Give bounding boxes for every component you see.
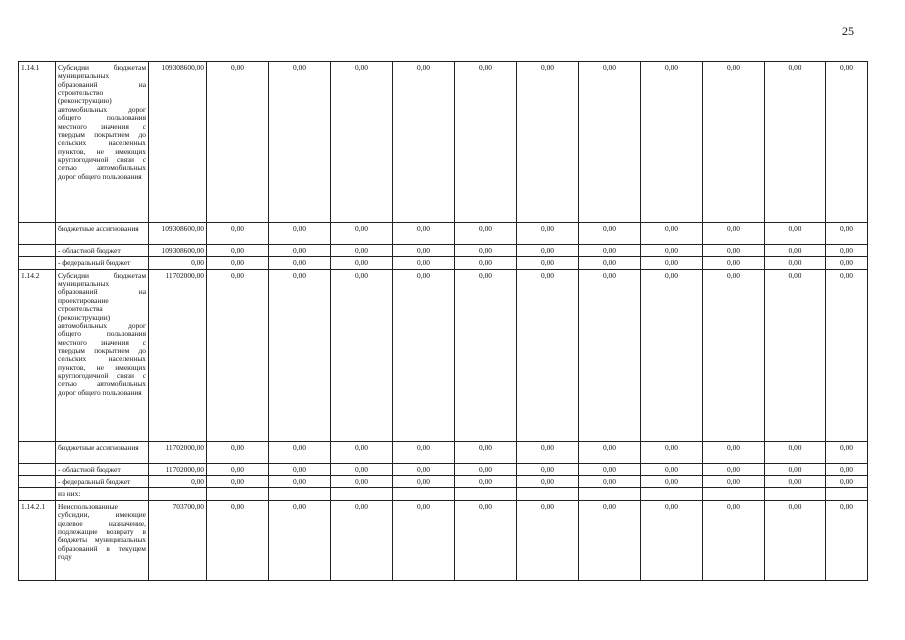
row-description: Субсидии бюджетам муниципальных образований на строительство (реконструкцию) автомобильных дорог общего пользования местного значения с твердым покрытием до сельских населенных пунктов, не имеющих круглогодичной связи с сетью автомобильных дорог общего пользования [56, 62, 149, 223]
page-number: 25 [842, 24, 854, 38]
row-code [19, 257, 56, 269]
row-value-cell: 0,00 [703, 463, 765, 475]
row-value-cell: 0,00 [207, 441, 269, 463]
row-value-cell: 0,00 [579, 476, 641, 488]
table-row [19, 269, 868, 441]
row-code [19, 245, 56, 257]
row-value-cell: 0,00 [393, 463, 455, 475]
row-value-cell: 0,00 [331, 476, 393, 488]
table-row [19, 62, 868, 223]
row-total-amount: 0,00 [149, 476, 207, 488]
row-value-cell: 0,00 [455, 223, 517, 245]
row-value-cell: 0,00 [207, 269, 269, 441]
row-value-cell [765, 488, 826, 500]
table-row [19, 500, 868, 580]
budget-table [18, 61, 868, 581]
row-value-cell: 0,00 [207, 245, 269, 257]
row-value-cell: 0,00 [393, 500, 455, 580]
row-value-cell: 0,00 [703, 500, 765, 580]
row-value-cell: 0,00 [765, 441, 826, 463]
row-value-cell: 0,00 [641, 476, 703, 488]
row-value-cell: 0,00 [579, 500, 641, 580]
row-value-cell: 0,00 [455, 269, 517, 441]
row-value-cell: 0,00 [269, 441, 331, 463]
row-value-cell [517, 488, 579, 500]
row-value-cell: 0,00 [455, 500, 517, 580]
row-value-cell [269, 488, 331, 500]
row-code: 1.14.2.1 [19, 500, 56, 580]
row-code: 1.14.2 [19, 269, 56, 441]
table-row [19, 245, 868, 257]
row-value-cell: 0,00 [826, 476, 868, 488]
row-value-cell: 0,00 [826, 223, 868, 245]
row-total-amount: 703700,00 [149, 500, 207, 580]
row-value-cell: 0,00 [207, 463, 269, 475]
row-description: Субсидии бюджетам муниципальных образований на проектирование строительства (реконструкции) автомобильных дорог общего пользования местного значения с твердым покрытием до сельских населенных пунктов, не имеющих круглогодичной связи с сетью автомобильных дорог общего пользования [56, 269, 149, 441]
row-value-cell: 0,00 [393, 62, 455, 223]
row-value-cell: 0,00 [826, 257, 868, 269]
row-value-cell: 0,00 [207, 62, 269, 223]
row-value-cell [703, 488, 765, 500]
row-value-cell: 0,00 [641, 269, 703, 441]
row-value-cell: 0,00 [826, 269, 868, 441]
row-value-cell: 0,00 [579, 223, 641, 245]
row-value-cell: 0,00 [641, 257, 703, 269]
row-description: - областной бюджет [56, 463, 149, 475]
row-value-cell: 0,00 [269, 269, 331, 441]
row-value-cell: 0,00 [455, 476, 517, 488]
row-description: - федеральный бюджет [56, 476, 149, 488]
row-value-cell: 0,00 [517, 245, 579, 257]
row-value-cell [579, 488, 641, 500]
row-value-cell: 0,00 [579, 245, 641, 257]
row-value-cell: 0,00 [765, 62, 826, 223]
row-value-cell: 0,00 [579, 62, 641, 223]
row-value-cell: 0,00 [269, 223, 331, 245]
row-description: Неиспользованные субсидии, имеющие целевое назначение, подлежащие возврату в бюджеты муниципальных образований в текущем году [56, 500, 149, 580]
row-value-cell: 0,00 [765, 269, 826, 441]
row-value-cell: 0,00 [331, 441, 393, 463]
row-value-cell: 0,00 [765, 245, 826, 257]
row-value-cell: 0,00 [393, 245, 455, 257]
row-value-cell: 0,00 [455, 257, 517, 269]
row-value-cell: 0,00 [393, 223, 455, 245]
row-value-cell [455, 488, 517, 500]
row-value-cell: 0,00 [826, 500, 868, 580]
row-total-amount: 109308600,00 [149, 223, 207, 245]
row-code [19, 463, 56, 475]
row-total-amount: 0,00 [149, 257, 207, 269]
row-total-amount: 109308600,00 [149, 62, 207, 223]
row-total-amount: 109308600,00 [149, 245, 207, 257]
row-value-cell: 0,00 [641, 245, 703, 257]
row-total-amount: 11702000,00 [149, 463, 207, 475]
row-value-cell: 0,00 [703, 257, 765, 269]
table-row [19, 488, 868, 500]
row-value-cell: 0,00 [703, 269, 765, 441]
table-row [19, 476, 868, 488]
row-total-amount [149, 488, 207, 500]
row-value-cell [207, 488, 269, 500]
row-value-cell: 0,00 [641, 441, 703, 463]
row-value-cell: 0,00 [703, 476, 765, 488]
row-value-cell: 0,00 [517, 257, 579, 269]
row-value-cell: 0,00 [393, 476, 455, 488]
row-value-cell: 0,00 [517, 223, 579, 245]
row-value-cell: 0,00 [579, 269, 641, 441]
row-value-cell: 0,00 [269, 500, 331, 580]
row-value-cell: 0,00 [207, 223, 269, 245]
row-value-cell: 0,00 [765, 223, 826, 245]
table-row [19, 441, 868, 463]
row-value-cell: 0,00 [765, 500, 826, 580]
row-value-cell: 0,00 [269, 257, 331, 269]
row-value-cell: 0,00 [331, 463, 393, 475]
row-value-cell: 0,00 [393, 269, 455, 441]
row-value-cell: 0,00 [207, 476, 269, 488]
row-value-cell: 0,00 [269, 62, 331, 223]
row-description: бюджетные ассигнования [56, 223, 149, 245]
row-code: 1.14.1 [19, 62, 56, 223]
row-value-cell: 0,00 [517, 62, 579, 223]
row-description: - областной бюджет [56, 245, 149, 257]
row-value-cell: 0,00 [765, 257, 826, 269]
row-value-cell: 0,00 [703, 62, 765, 223]
row-value-cell: 0,00 [765, 476, 826, 488]
row-code [19, 476, 56, 488]
row-value-cell: 0,00 [455, 441, 517, 463]
row-value-cell: 0,00 [703, 245, 765, 257]
row-value-cell [331, 488, 393, 500]
row-value-cell: 0,00 [331, 245, 393, 257]
row-value-cell: 0,00 [517, 269, 579, 441]
row-value-cell: 0,00 [579, 257, 641, 269]
row-value-cell: 0,00 [826, 441, 868, 463]
row-value-cell: 0,00 [579, 463, 641, 475]
row-value-cell: 0,00 [331, 257, 393, 269]
table-row [19, 223, 868, 245]
row-value-cell: 0,00 [455, 463, 517, 475]
row-total-amount: 11702000,00 [149, 269, 207, 441]
table-row [19, 463, 868, 475]
row-value-cell: 0,00 [207, 257, 269, 269]
row-description: из них: [56, 488, 149, 500]
row-value-cell: 0,00 [393, 257, 455, 269]
row-value-cell: 0,00 [826, 245, 868, 257]
row-value-cell: 0,00 [641, 463, 703, 475]
row-value-cell: 0,00 [641, 62, 703, 223]
row-value-cell: 0,00 [331, 62, 393, 223]
row-value-cell [641, 488, 703, 500]
row-value-cell [826, 488, 868, 500]
row-value-cell: 0,00 [641, 500, 703, 580]
row-value-cell: 0,00 [269, 476, 331, 488]
row-value-cell: 0,00 [455, 245, 517, 257]
row-total-amount: 11702000,00 [149, 441, 207, 463]
row-value-cell: 0,00 [517, 500, 579, 580]
row-value-cell: 0,00 [517, 476, 579, 488]
row-value-cell: 0,00 [826, 62, 868, 223]
row-value-cell: 0,00 [703, 223, 765, 245]
row-value-cell: 0,00 [641, 223, 703, 245]
table-row [19, 257, 868, 269]
row-value-cell: 0,00 [826, 463, 868, 475]
row-value-cell: 0,00 [207, 500, 269, 580]
row-description: бюджетные ассигнования [56, 441, 149, 463]
row-description: - федеральный бюджет [56, 257, 149, 269]
row-value-cell: 0,00 [393, 441, 455, 463]
row-value-cell [393, 488, 455, 500]
row-code [19, 488, 56, 500]
row-code [19, 441, 56, 463]
row-value-cell: 0,00 [331, 269, 393, 441]
row-value-cell: 0,00 [269, 245, 331, 257]
row-value-cell: 0,00 [765, 463, 826, 475]
row-value-cell: 0,00 [269, 463, 331, 475]
row-value-cell: 0,00 [703, 441, 765, 463]
row-code [19, 223, 56, 245]
row-value-cell: 0,00 [579, 441, 641, 463]
row-value-cell: 0,00 [517, 463, 579, 475]
row-value-cell: 0,00 [455, 62, 517, 223]
row-value-cell: 0,00 [331, 500, 393, 580]
row-value-cell: 0,00 [331, 223, 393, 245]
row-value-cell: 0,00 [517, 441, 579, 463]
